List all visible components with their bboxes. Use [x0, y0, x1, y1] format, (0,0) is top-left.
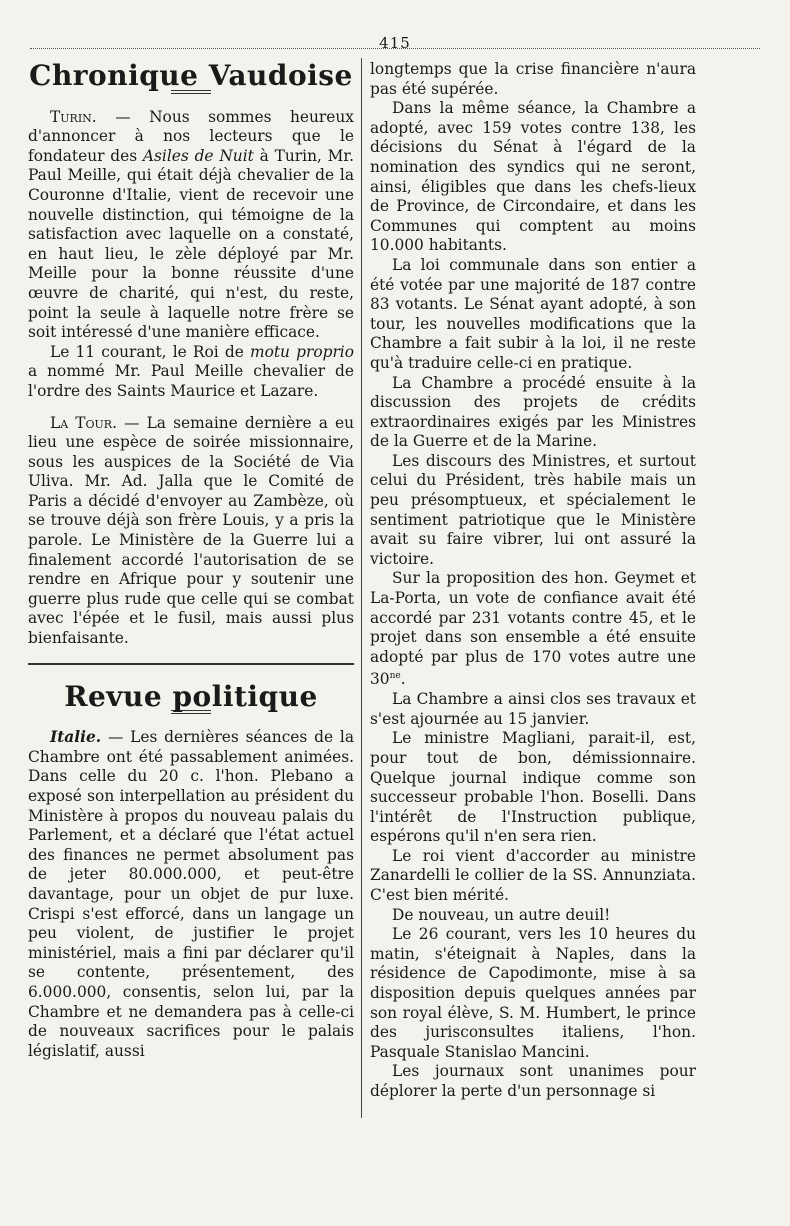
turin-paragraph: [28, 108, 354, 343]
chronique-title: Chronique Vaudoise: [29, 59, 353, 92]
right-paragraph-5b: .: [400, 670, 406, 689]
turin-text-1c: à Turin, Mr. Paul Meille, qui était déjà chevalier de la Couronne d'Italie, vient de recevoir une nouvelle distinction, qui témoigne de la satisfaction avec laquelle on a constaté, en haut lieu, le zèle déployé par Mr. Meille pour la bonne réussite d'une œuvre de charité, qui n'est, du reste, point la seule à laquelle notre frère se soit intéressé d'une manière efficace.: [28, 146, 354, 342]
top-rule: [30, 48, 760, 49]
turin-text-2b: motu proprio: [250, 342, 354, 361]
latour-text: — La semaine dernière a eu lieu une espèce de soirée missionnaire, sous les auspices de la Société de Via Uliva. Mr. Ad. Jalla que le Comité de Paris a décidé d'envoyer au Zambèze, où se trouve déjà son frère Louis, y a pris la parole. Le Ministère de la Guerre lui a finalement accordé l'autorisation de se rendre en Afrique pour y soutenir une guerre plus rude que celle qui se combat avec l'épée et le fusil, mais aussi plus bienfaisante.: [28, 413, 354, 648]
right-paragraph-5: [370, 569, 696, 690]
page-number: 415: [379, 34, 411, 52]
section-separator: [28, 663, 354, 665]
right-paragraph-0: longtemps que la crise financière n'aura pas été supérée.: [370, 60, 696, 98]
right-paragraph-1: Dans la même séance, la Chambre a adopté, avec 159 votes contre 138, les décisions du Sénat à l'égard de la nomination des syndics qui ne seront, ainsi, éligibles que dans les chefs-lieux de Province, de Circondaire, et dans les Communes qui comptent au moins 10.000 habitants.: [370, 99, 696, 255]
latour-paragraph: [28, 414, 354, 649]
left-column: [28, 60, 354, 1061]
italie-label: Italie.: [50, 728, 102, 747]
revue-title: Revue politique: [64, 679, 318, 713]
right-paragraph-4: Les discours des Ministres, et surtout celui du Président, très habile mais un peu présomptueux, et spécialement le sentiment patriotique que le Ministère avait su faire vibrer, lui ont assuré la victoire.: [370, 451, 696, 568]
turin-text-1a: — Nous sommes heureux d'annoncer à nos lecteurs que le fondateur des: [28, 107, 354, 165]
right-paragraph-7: Le ministre Magliani, parait-il, est, pour tout de bon, démissionnaire. Quelque journal indique comme son successeur probable l'hon. Boselli. Dans l'intérêt de l'Instruction publique, espérons qu'il n'en sera rien.: [370, 729, 696, 846]
right-paragraph-11: Les journaux sont unanimes pour déplorer la perte d'un personnage si: [370, 1062, 696, 1100]
column-divider: [361, 58, 362, 1118]
turin-text-2a: Le 11 courant, le Roi de: [50, 342, 250, 361]
turin-text-2c: a nommé Mr. Paul Meille chevalier de l'ordre des Saints Maurice et Lazare.: [28, 362, 354, 400]
latour-place: La Tour.: [50, 413, 117, 432]
right-paragraph-5a: Sur la proposition des hon. Geymet et La-Porta, un vote de confiance avait été accordé par 231 votants contre 45, et le projet dans son ensemble a été ensuite adopté par plus de 170 votes autre une 30: [370, 569, 696, 689]
right-paragraph-6: La Chambre a ainsi clos ses travaux et s'est ajournée au 15 janvier.: [370, 690, 696, 728]
right-paragraph-3: La Chambre a procédé ensuite à la discussion des projets de crédits extraordinaires exigés par les Ministres de la Guerre et de la Marine.: [370, 373, 696, 451]
right-paragraph-10: Le 26 courant, vers les 10 heures du matin, s'éteignait à Naples, dans la résidence de Capodimonte, mise à sa disposition depuis quelques années par son royal élève, S. M. Humbert, le prince des jurisconsultes italiens, l'hon. Pasquale Stanislao Mancini.: [370, 925, 696, 1061]
italie-paragraph: [28, 728, 354, 1061]
ordinal-sup: ne: [389, 671, 401, 682]
italie-text: — Les dernières séances de la Chambre ont été passablement animées. Dans celle du 20 c. l'hon. Plebano a exposé son interpellation au président du Ministère à propos du nouveau palais du Parlement, et a déclaré que l'état actuel des finances ne permet absolument pas de jeter 80.000.000, et peut-être davantage, pour un objet de pur luxe. Crispi s'est efforcé, dans un langage un peu violent, de justifier le projet ministériel, mais a fini par déclarer qu'il se contente, présentement, des 6.000.000, consentis, selon lui, par la Chambre et ne demandera pas à celle-ci de nouveaux sacrifices pour le palais législatif, aussi: [28, 728, 354, 1060]
right-paragraph-9: De nouveau, un autre deuil!: [392, 905, 611, 924]
right-paragraph-2: La loi communale dans son entier a été votée par une majorité de 187 contre 83 votants. Le Sénat ayant adopté, à son tour, les nouvelles modifications que la Chambre a fait subir à la loi, il ne reste qu'à traduire celle-ci en pratique.: [370, 255, 696, 372]
turin-place: Turin.: [50, 107, 97, 126]
turin-text-1b: Asiles de Nuit: [142, 146, 254, 165]
right-paragraph-8: Le roi vient d'accorder au ministre Zanardelli le collier de la SS. Annunziata. C'est bien mérité.: [370, 846, 696, 905]
right-column: [370, 60, 696, 1102]
turin-paragraph-2: [28, 343, 354, 402]
